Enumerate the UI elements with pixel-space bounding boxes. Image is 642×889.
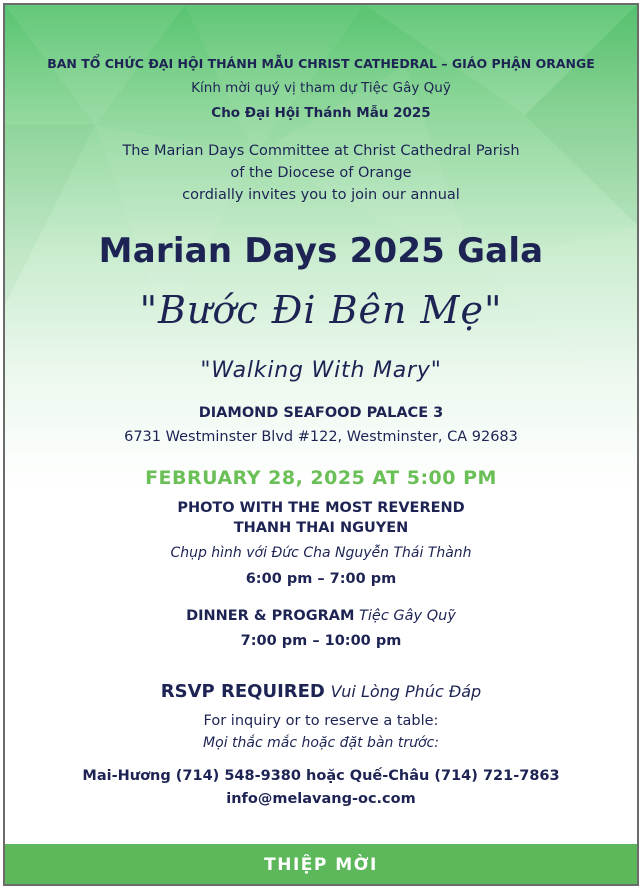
footer-banner [5, 844, 637, 884]
event-date-time: FEBRUARY 28, 2025 AT 5:00 PM [145, 467, 497, 489]
photo-session-title-vi: Chụp hình với Đức Cha Nguyễn Thái Thành [170, 545, 472, 561]
committee-heading-vi: BAN TỔ CHỨC ĐẠI HỘI THÁNH MẪU CHRIST CATHEDRAL – GIÁO PHẬN ORANGE [47, 56, 595, 71]
theme-title-en: "Walking With Mary" [200, 358, 442, 383]
invitation-line-3: cordially invites you to join our annual [182, 187, 460, 203]
photo-session-title-1: PHOTO WITH THE MOST REVEREND [177, 500, 465, 516]
invite-line-vi: Kính mời quý vị tham dự Tiệc Gây Quỹ [191, 80, 451, 96]
event-line-vi: Cho Đại Hội Thánh Mẫu 2025 [211, 105, 431, 121]
invitation-card [3, 3, 639, 886]
venue-name: DIAMOND SEAFOOD PALACE 3 [198, 405, 444, 421]
rsvp-label-vi: Vui Lòng Phúc Đáp [330, 682, 482, 701]
dinner-time: 7:00 pm – 10:00 pm [240, 633, 402, 649]
dinner-title-vi: Tiệc Gây Quỹ [359, 608, 456, 624]
dinner-heading [5, 608, 637, 624]
invitation-line-1: The Marian Days Committee at Christ Cathedral Parish [122, 143, 520, 159]
rsvp-heading [5, 681, 637, 702]
footer-label: THIỆP MỜI [264, 855, 378, 875]
contact-email: info@melavang-oc.com [226, 791, 416, 807]
photo-session-title-2: THANH THAI NGUYEN [233, 520, 409, 536]
contact-phones: Mai-Hương (714) 548-9380 hoặc Quế-Châu (714) 721-7863 [82, 768, 560, 784]
inquiry-line-en: For inquiry or to reserve a table: [203, 713, 439, 729]
venue-address: 6731 Westminster Blvd #122, Westminster, CA 92683 [124, 429, 518, 445]
dinner-title: DINNER & PROGRAM [186, 608, 355, 624]
inquiry-line-vi: Mọi thắc mắc hoặc đặt bàn trước: [203, 735, 439, 751]
event-title: Marian Days 2025 Gala [98, 231, 544, 271]
theme-title-vi: "Bước Đi Bên Mẹ" [139, 288, 503, 332]
rsvp-label: RSVP REQUIRED [160, 681, 325, 702]
invitation-line-2: of the Diocese of Orange [230, 165, 412, 181]
photo-session-time: 6:00 pm – 7:00 pm [245, 571, 397, 587]
